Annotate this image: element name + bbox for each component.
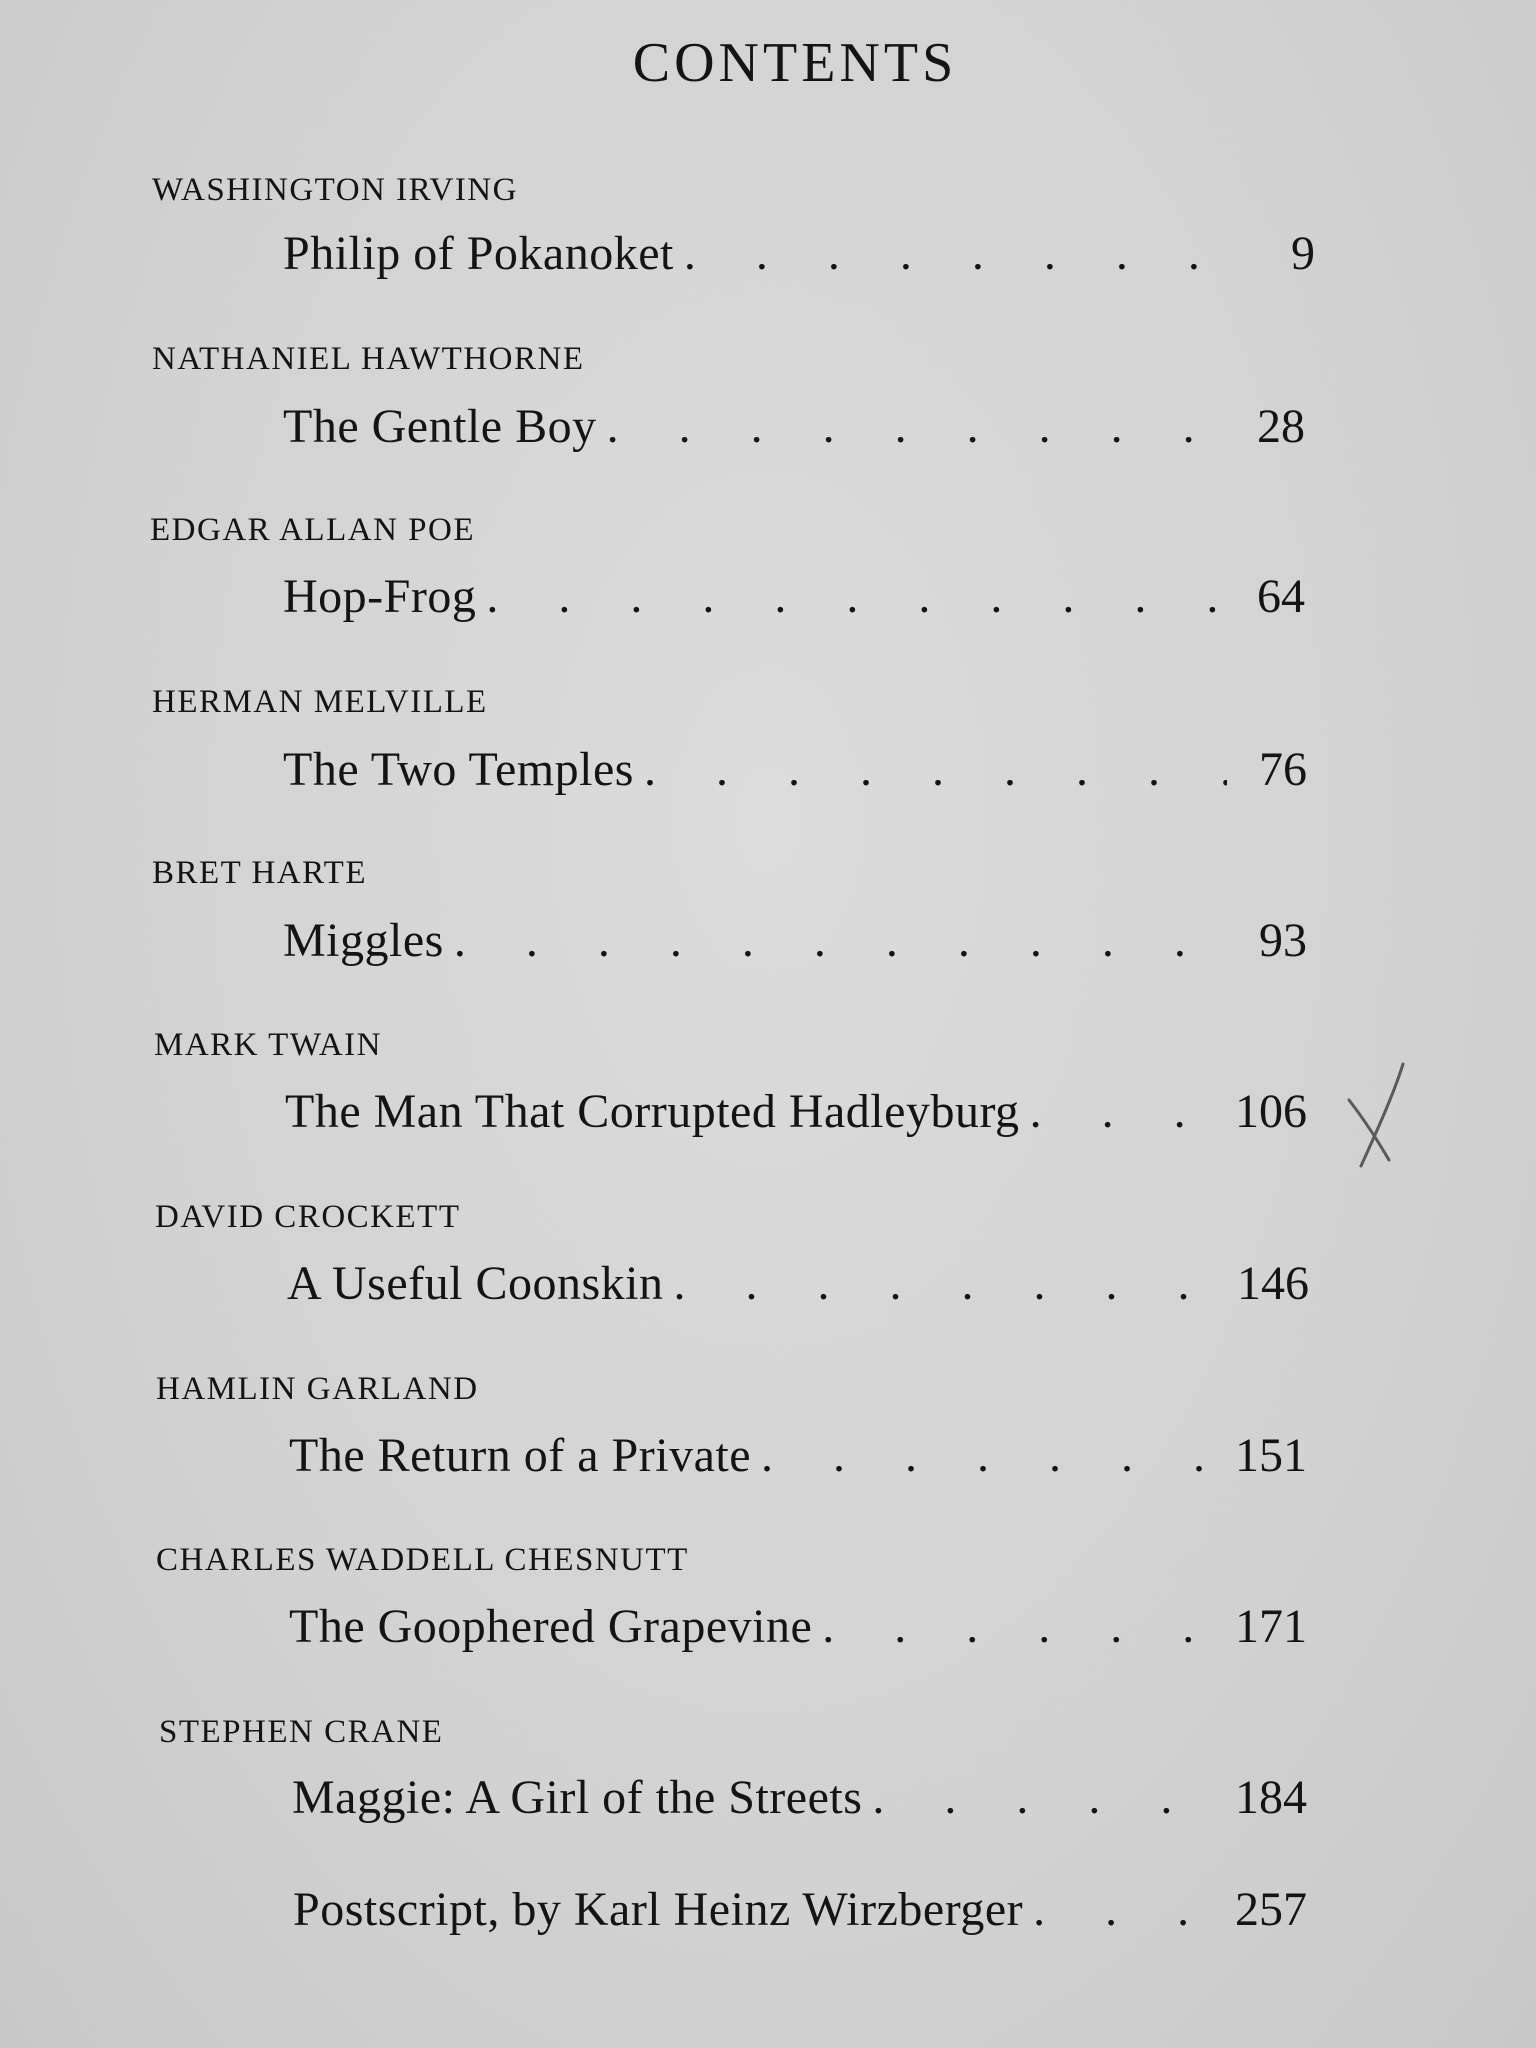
page-number: 146 — [1237, 1257, 1309, 1310]
toc-entry — [289, 1597, 1307, 1657]
toc-entry — [287, 1254, 1309, 1314]
dot-leader — [476, 567, 1225, 627]
page-number: 76 — [1259, 743, 1307, 796]
dot-leader — [634, 740, 1227, 800]
toc-entry — [283, 740, 1307, 800]
page-number: 93 — [1259, 914, 1307, 967]
work-title: The Return of a Private — [289, 1429, 752, 1482]
page-title: CONTENTS — [632, 32, 958, 94]
page-number: 106 — [1235, 1085, 1307, 1138]
work-title: Hop-Frog — [283, 570, 477, 623]
toc-entry — [283, 397, 1305, 457]
work-title: Miggles — [283, 914, 444, 967]
work-title: A Useful Coonskin — [287, 1257, 664, 1310]
author-name: CHARLES WADDELL CHESNUTT — [156, 1542, 689, 1578]
page-number: 171 — [1235, 1600, 1307, 1653]
author-name: HERMAN MELVILLE — [152, 684, 488, 720]
work-title: Philip of Pokanoket — [283, 227, 674, 280]
author-name: STEPHEN CRANE — [159, 1714, 444, 1750]
work-title: The Gentle Boy — [283, 400, 597, 453]
pencil-x-mark — [1345, 1060, 1415, 1170]
work-title: The Two Temples — [283, 743, 634, 796]
page-number: 151 — [1235, 1429, 1307, 1482]
dot-leader — [812, 1597, 1227, 1657]
page-number: 9 — [1291, 227, 1315, 280]
author-name: MARK TWAIN — [154, 1027, 382, 1063]
author-name: NATHANIEL HAWTHORNE — [152, 341, 585, 377]
toc-entry — [289, 1426, 1307, 1486]
page-number: 64 — [1257, 570, 1305, 623]
dot-leader — [444, 911, 1227, 971]
dot-leader — [1023, 1880, 1227, 1940]
dot-leader — [597, 397, 1225, 457]
page-number: 257 — [1235, 1883, 1307, 1936]
dot-leader — [664, 1254, 1229, 1314]
toc-entry-postscript — [293, 1880, 1307, 1940]
author-name: EDGAR ALLAN POE — [150, 512, 475, 548]
work-title: The Man That Corrupted Hadleyburg — [285, 1085, 1020, 1138]
author-name: HAMLIN GARLAND — [156, 1371, 479, 1407]
toc-entry — [283, 224, 1315, 284]
dot-leader — [751, 1426, 1227, 1486]
dot-leader — [674, 224, 1235, 284]
toc-entry — [283, 911, 1307, 971]
page-number: 184 — [1235, 1771, 1307, 1824]
dot-leader — [862, 1768, 1227, 1828]
work-title: The Goophered Grapevine — [289, 1600, 813, 1653]
work-title: Postscript, by Karl Heinz Wirzberger — [293, 1883, 1024, 1936]
work-title: Maggie: A Girl of the Streets — [292, 1771, 863, 1824]
toc-entry — [283, 567, 1305, 627]
toc-entry — [285, 1082, 1307, 1142]
author-name: DAVID CROCKETT — [155, 1199, 461, 1235]
toc-entry — [292, 1768, 1307, 1828]
dot-leader — [1020, 1082, 1227, 1142]
page-number: 28 — [1257, 400, 1305, 453]
author-name: WASHINGTON IRVING — [152, 172, 518, 208]
author-name: BRET HARTE — [152, 855, 367, 891]
